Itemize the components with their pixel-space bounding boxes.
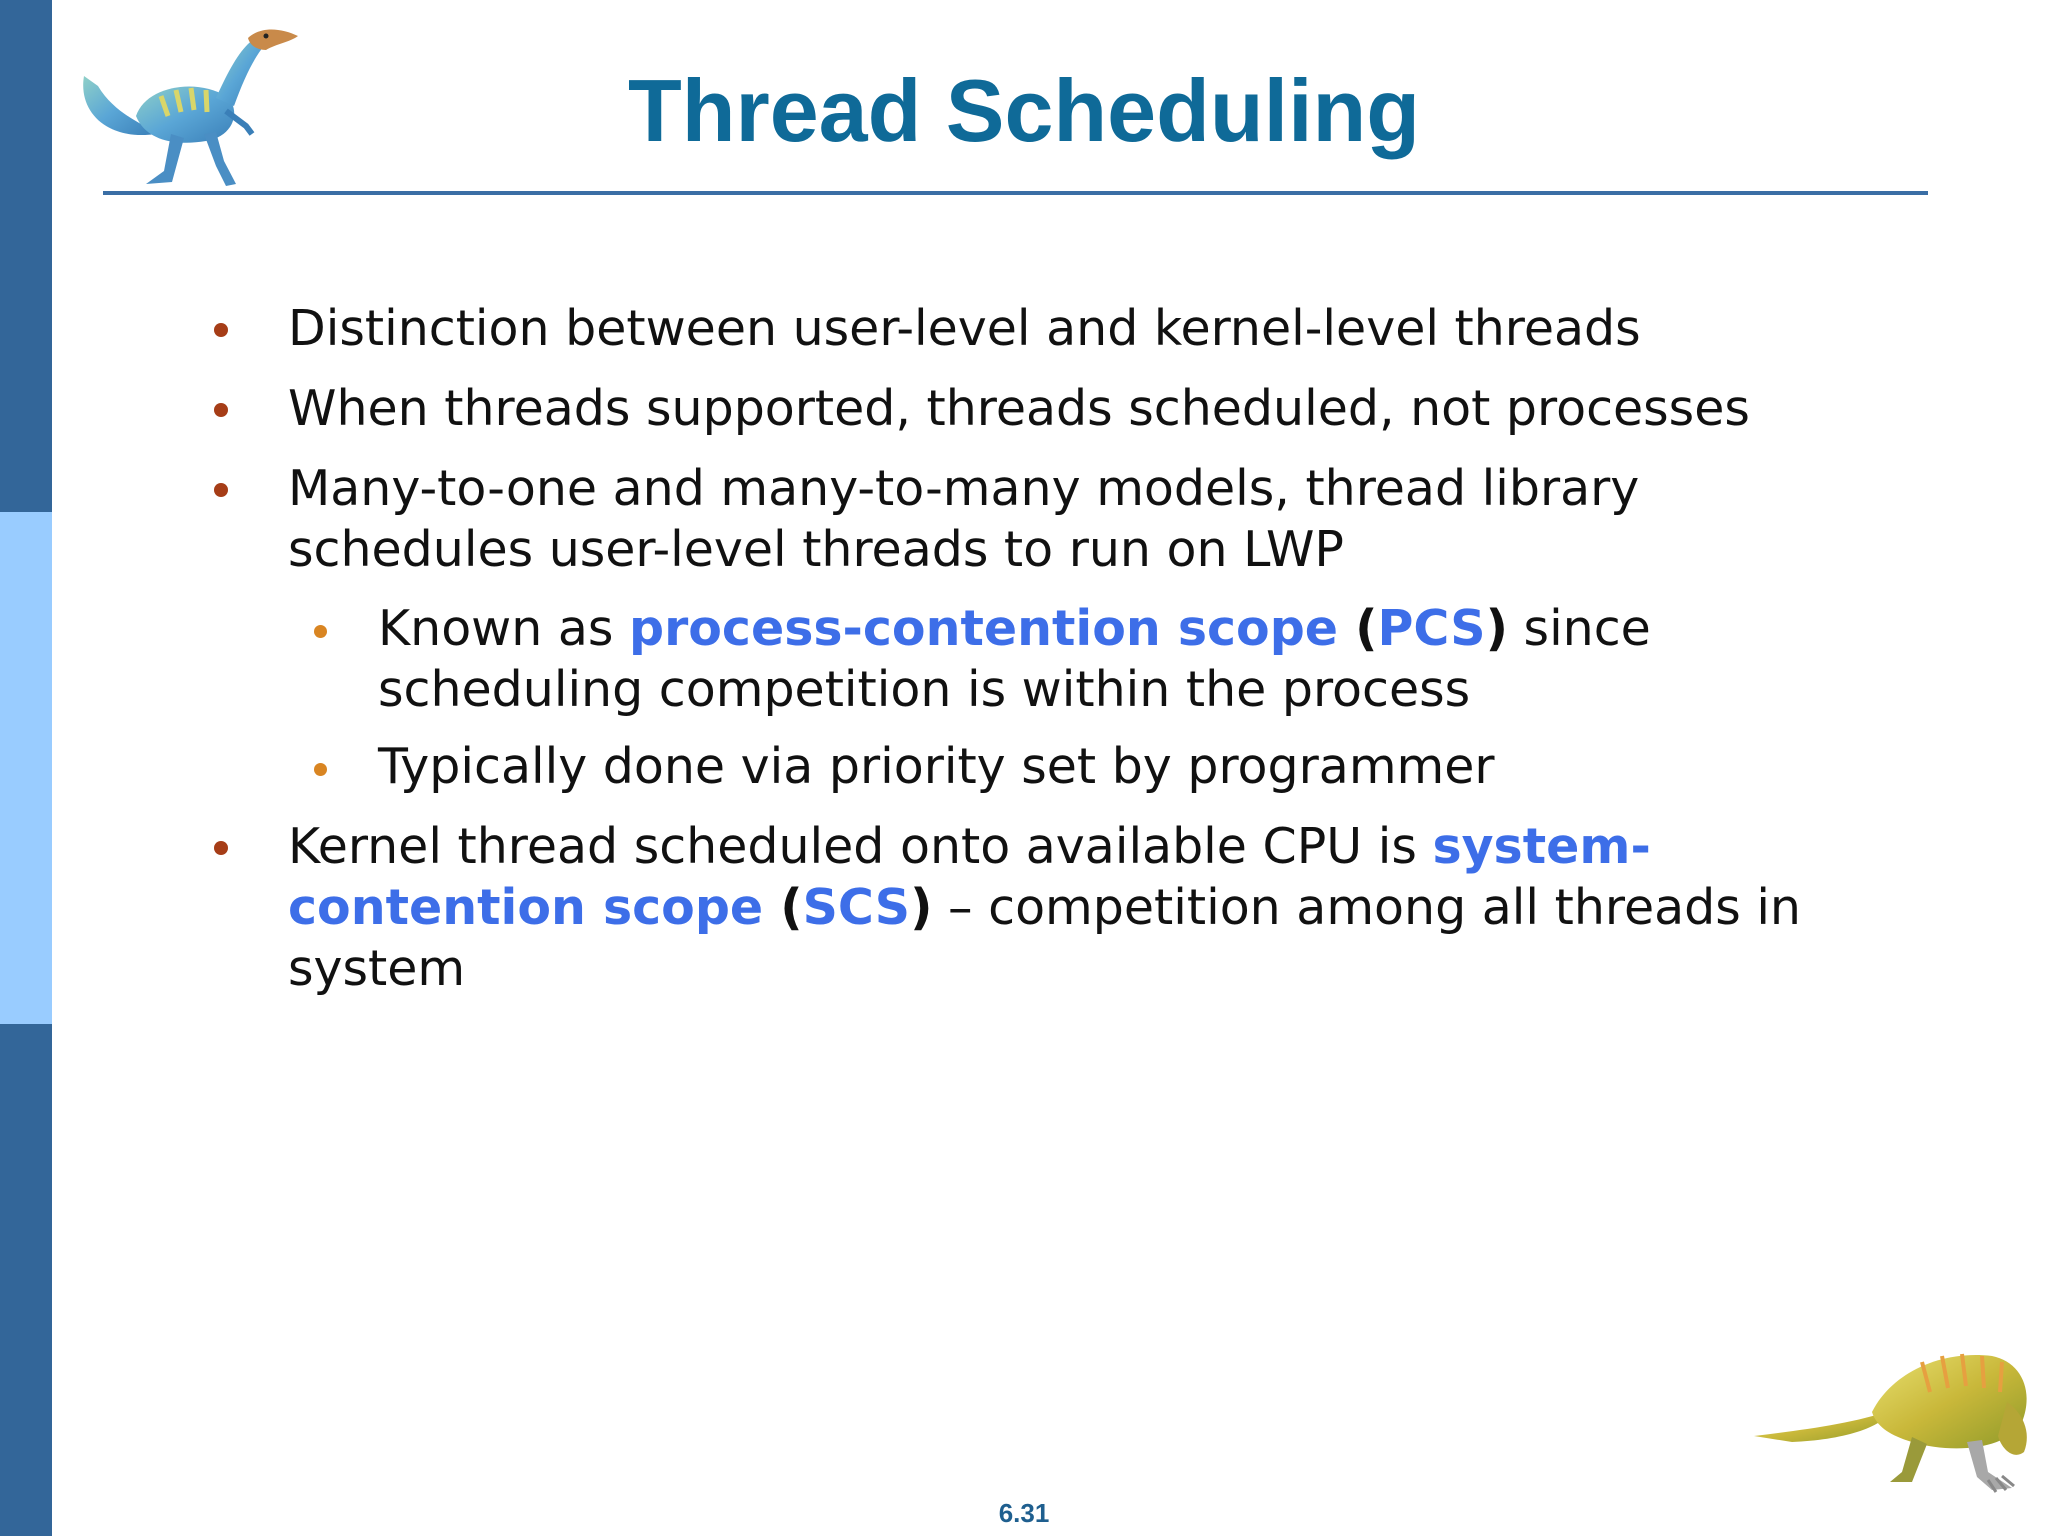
bullet-text-post: – competition among all threads in system <box>288 879 1801 997</box>
abbr-pcs: PCS <box>1377 600 1486 657</box>
list-item <box>288 378 1888 439</box>
title-divider <box>103 191 1928 195</box>
list-item <box>378 736 1878 797</box>
paren-close: ) <box>1485 600 1508 657</box>
abbr-scs: SCS <box>802 879 911 936</box>
list-item <box>288 816 1848 999</box>
paren-open: ( <box>763 879 803 936</box>
bullet-dot-icon <box>214 323 228 337</box>
term-system-contention-scope: system-contention scope <box>288 818 1651 936</box>
list-item <box>288 458 1828 580</box>
paren-close: ) <box>910 879 933 936</box>
bullet-text: When threads supported, threads scheduled, not processes <box>288 380 1750 437</box>
paren-open: ( <box>1338 600 1378 657</box>
term-process-contention-scope: process-contention scope <box>629 600 1339 657</box>
list-item <box>288 298 1888 359</box>
bullet-dot-icon <box>314 625 327 638</box>
bullet-text: Many-to-one and many-to-many models, thread library schedules user-level threads to run on LWP <box>288 460 1640 578</box>
list-item <box>378 598 1878 720</box>
left-edge-bar-middle <box>0 512 52 1024</box>
bullet-text-pre: Kernel thread scheduled onto available CPU is <box>288 818 1433 875</box>
left-edge-bar-bottom <box>0 1024 52 1536</box>
page-number: 6.31 <box>998 1498 1050 1528</box>
dinosaur-icon <box>1752 1332 2042 1502</box>
bullet-text-post: since scheduling competition is within the process <box>378 600 1651 718</box>
page-title: Thread Scheduling <box>627 61 1421 160</box>
bullet-dot-icon <box>314 763 327 776</box>
bullet-dot-icon <box>214 841 228 855</box>
bullet-text: Distinction between user-level and kernel-level threads <box>288 300 1641 357</box>
bullet-dot-icon <box>214 403 228 417</box>
bullet-dot-icon <box>214 483 228 497</box>
bullet-text-pre: Known as <box>378 600 630 657</box>
bullet-text: Typically done via priority set by programmer <box>378 738 1495 795</box>
